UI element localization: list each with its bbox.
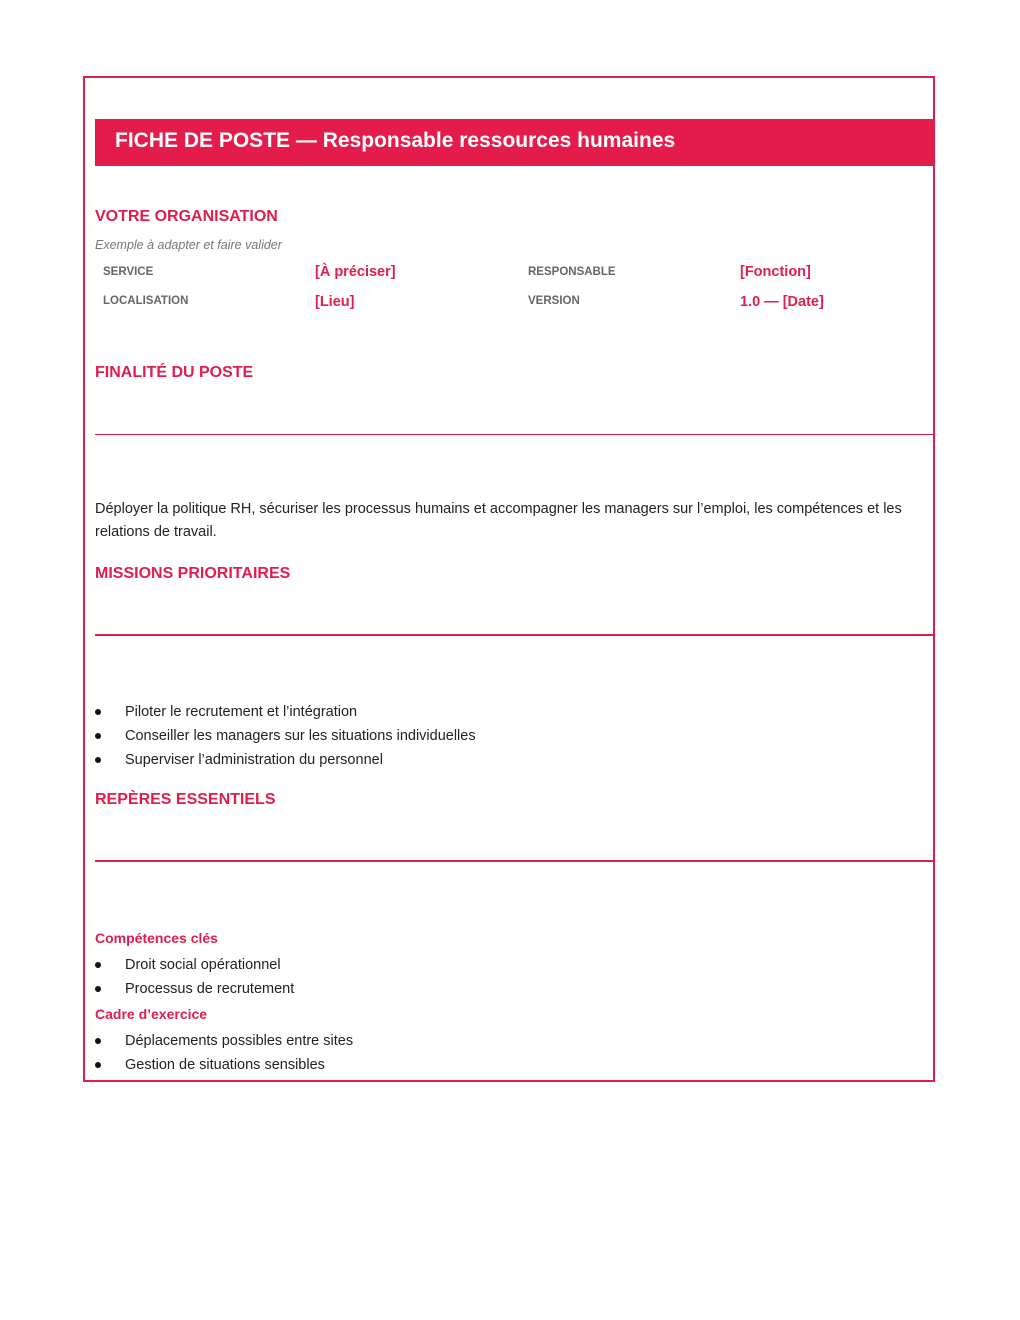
meta-label-service: SERVICE (103, 266, 154, 278)
document-frame: FICHE DE POSTE — Responsable ressources humaines VOTRE ORGANISATION Exemple à adapter et faire valider SERVICE [À préciser] RESPONSABLE [Fonction] LOCALISATION [Lieu] VERSION 1.0 — [Date] FINALITÉ DU POSTE Déployer la politique RH, sécuriser les processus humains et accompagner les managers sur l’emploi, les compétences et les relations de travail. MISSIONS PRIORITAIRES Piloter le recrutement et l’intégration Conseiller les managers sur les situations individuelles Superviser l’administration du personnel REPÈRES ESSENTIELS Compétences clés Droit social opérationnel Processus de recrutement Cadre d’exercice Déplacements possibles entre sites Gestion de situations sensibles (83, 76, 935, 1082)
section-heading-reperes: REPÈRES ESSENTIELS (95, 791, 276, 808)
bullet-icon (95, 962, 101, 968)
meta-value-responsable: [Fonction] (740, 264, 811, 280)
section-divider (95, 634, 933, 636)
bullet-icon (95, 986, 101, 992)
organisation-note: Exemple à adapter et faire valider (95, 238, 282, 252)
subheading-cadre: Cadre d’exercice (95, 1006, 208, 1022)
meta-label-version: VERSION (528, 295, 580, 307)
meta-value-version: 1.0 — [Date] (740, 294, 824, 310)
meta-label-responsable: RESPONSABLE (528, 266, 616, 278)
bullet-icon (95, 1062, 101, 1068)
page-title: FICHE DE POSTE — Responsable ressources humaines (115, 129, 676, 152)
bullet-icon (95, 757, 101, 763)
meta-label-localisation: LOCALISATION (103, 295, 189, 307)
section-heading-finalite: FINALITÉ DU POSTE (95, 364, 254, 381)
title-banner (95, 119, 933, 166)
section-divider (95, 434, 933, 435)
section-heading-missions: MISSIONS PRIORITAIRES (95, 565, 291, 582)
bullet-icon (95, 733, 101, 739)
meta-value-localisation: [Lieu] (315, 294, 355, 310)
subheading-competences: Compétences clés (95, 930, 218, 946)
bullet-icon (95, 709, 101, 715)
section-divider (95, 860, 933, 862)
finalite-text: Déployer la politique RH, sécuriser les processus humains et accompagner les managers sur l’emploi, les compétences et les relations de travail. (95, 501, 902, 540)
section-heading-organisation: VOTRE ORGANISATION (95, 208, 278, 225)
meta-value-service: [À préciser] (315, 264, 396, 280)
bullet-icon (95, 1038, 101, 1044)
